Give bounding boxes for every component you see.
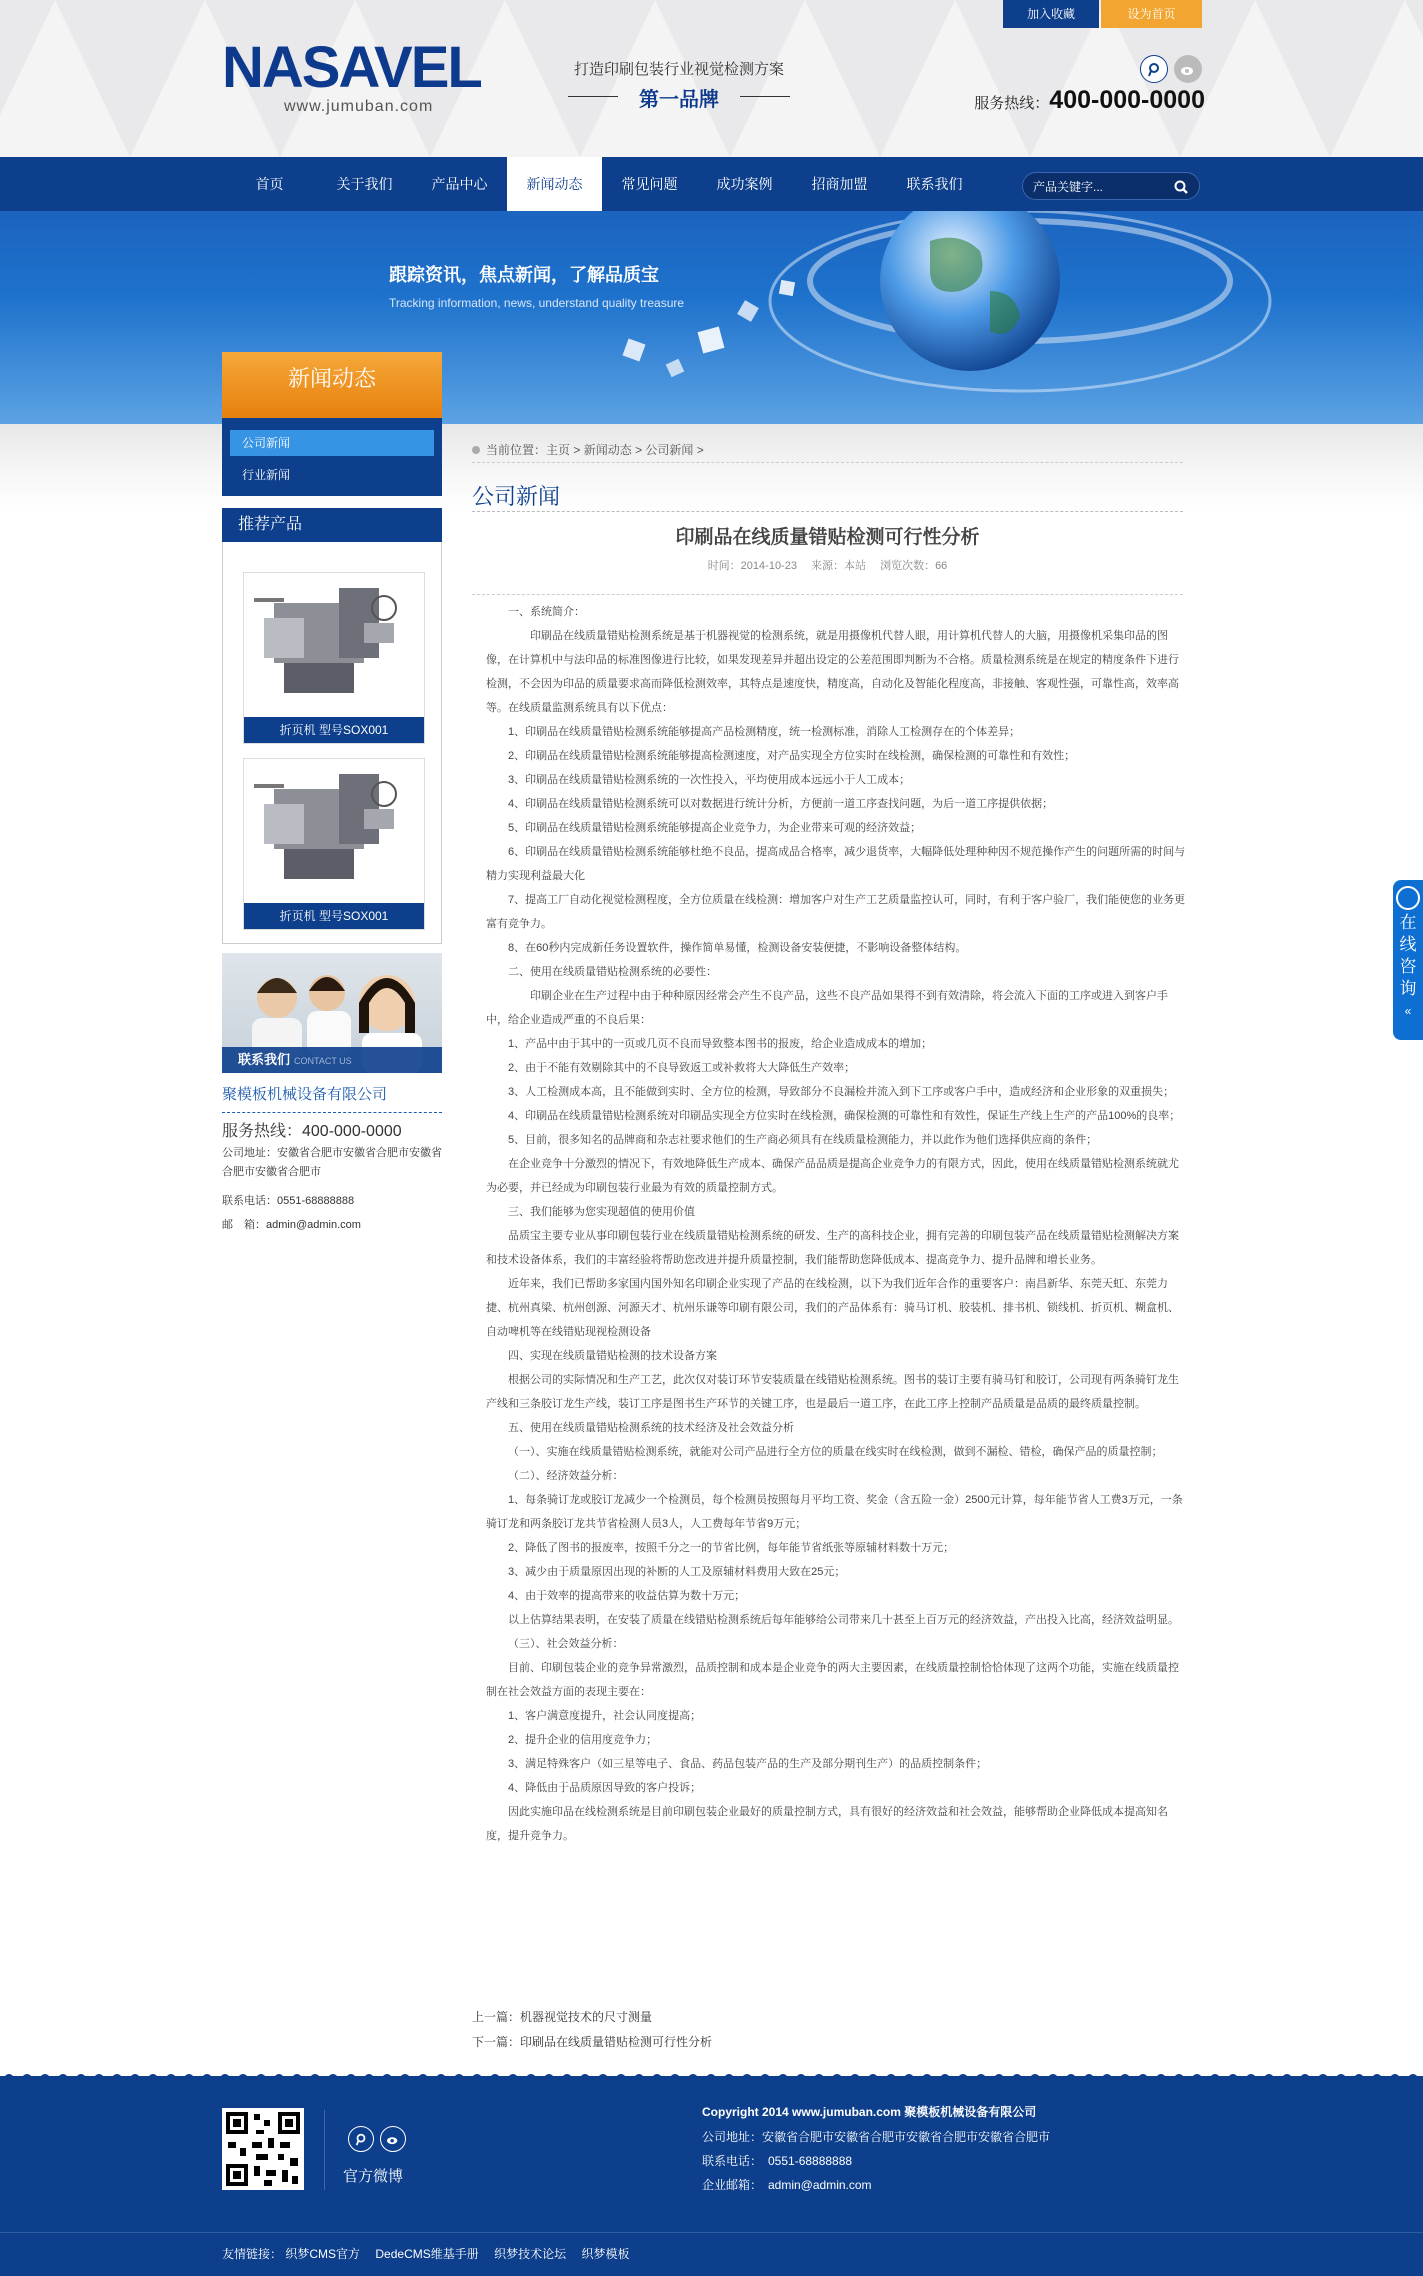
contact-title: 联系我们	[238, 1052, 291, 1067]
sidebar-item-industry-news[interactable]: 行业新闻	[242, 468, 291, 482]
article-paragraph: 3、满足特殊客户（如三星等电子、食品、药品包装产品的生产及部分期刊生产）的品质控制条件；	[508, 1758, 988, 1770]
qr-code	[222, 2108, 304, 2190]
tencent-weibo-icon[interactable]	[1140, 55, 1168, 83]
article-paragraph: 近年来，我们已帮助多家国内国外知名印刷企业实现了产品的在线检测，以下为我们近年合作的重要客户：南昌新华、东莞天虹、东莞力捷、杭州真梁、杭州创源、河源天才、杭州乐谦等印刷有限公司，我们的产品体系有：骑马订机、胶装机、排书机、锁线机、折页机、糊盒机、自动啤机等在线错贴现视检测设备	[486, 1278, 1179, 1338]
nav-item-franchise[interactable]: 招商加盟	[811, 176, 868, 192]
folding-machine-image	[244, 759, 424, 899]
nav-item-cases[interactable]: 成功案例	[716, 176, 773, 192]
article-paragraph: 4、降低由于品质原因导致的客户投诉；	[508, 1782, 702, 1794]
breadcrumb-dot-icon	[472, 446, 480, 454]
add-favorite-button[interactable]: 加入收藏	[1003, 0, 1099, 28]
article-paragraph: 4、由于效率的提高带来的收益估算为数十万元；	[508, 1590, 746, 1602]
nav-item-news[interactable]: 新闻动态	[507, 157, 602, 211]
article-paragraph: 五、使用在线质量错贴检测系统的技术经济及社会效益分析	[508, 1422, 794, 1434]
online-consult-button[interactable]	[1393, 880, 1423, 1040]
article-paragraph: 3、人工检测成本高，且不能做到实时、全方位的检测，导致部分不良漏检并流入到下工序或客户手中，造成经济和企业形象的双重损失；	[508, 1086, 1175, 1098]
article-paragraph: 5、目前，很多知名的品牌商和杂志社要求他们的生产商必须具有在线质量检测能力，并以此作为他们选择供应商的条件；	[508, 1134, 1098, 1146]
set-homepage-button[interactable]: 设为首页	[1101, 0, 1202, 28]
tencent-weibo-icon[interactable]	[348, 2126, 374, 2152]
article-paragraph: 因此实施印品在线检测系统是目前印刷包装企业最好的质量控制方式，具有很好的经济效益和社会效益，能够帮助企业降低成本提高知名度，提升竞争力。	[486, 1806, 1168, 1842]
divider	[472, 594, 1183, 595]
article-paragraph: 四、实现在线质量错贴检测的技术设备方案	[508, 1350, 717, 1362]
article-paragraph: （三）、社会效益分析：	[508, 1638, 624, 1650]
article-paragraph: 2、由于不能有效剔除其中的不良导致返工或补救将大大降低生产效率；	[508, 1062, 856, 1074]
banner-globe-illustration	[0, 211, 1423, 424]
sina-weibo-icon[interactable]	[380, 2126, 406, 2152]
sidebar-subnav	[222, 424, 442, 496]
article-paragraph: 2、提升企业的信用度竞争力；	[508, 1734, 658, 1746]
friend-links-label: 友情链接：	[222, 2247, 283, 2261]
article-body	[486, 600, 1186, 1848]
company-name: 聚模板机械设备有限公司	[222, 1083, 442, 1113]
banner-title: 跟踪资讯，焦点新闻，了解品质宝	[389, 265, 659, 285]
article-paragraph: 二、使用在线质量错贴检测系统的必要性：	[508, 966, 717, 978]
header-hotline	[955, 86, 1205, 115]
article-paragraph: 5、印刷品在线质量错贴检测系统能够提高企业竞争力，为企业带来可观的经济效益；	[508, 822, 922, 834]
breadcrumb-link-news[interactable]: 新闻动态	[583, 443, 632, 457]
friend-link[interactable]: 织梦CMS官方	[285, 2247, 361, 2261]
article-paragraph: 8、在60秒内完成新任务设置软件，操作简单易懂，检测设备安装便捷，不影响设备整体结构。	[508, 942, 967, 954]
logo-url: www.jumuban.com	[284, 98, 434, 115]
hotline-label: 服务热线：	[974, 95, 1050, 112]
breadcrumb-link-company-news[interactable]: 公司新闻	[645, 443, 694, 457]
contact-us-image[interactable]	[222, 953, 442, 1073]
divider	[472, 511, 1183, 512]
article-paragraph: 2、降低了图书的报废率，按照千分之一的节省比例，每年能节省纸张等原辅材料数十万元；	[508, 1542, 955, 1554]
article-paragraph: 以上估算结果表明，在安装了质量在线错贴检测系统后每年能够给公司带来几十甚至上百万元的经济效益，产出投入比高，经济效益明显。	[508, 1614, 1179, 1626]
article-paragraph: 品质宝主要专业从事印刷包装行业在线质量错贴检测系统的研发、生产的高科技企业，拥有完善的印刷包装产品在线质量错贴检测解决方案和技术设备体系，我们的丰富经验将帮助您改进并提升质量控制，我们能帮助您降低成本、提高竞争力、提升品牌和增长业务。	[486, 1230, 1179, 1266]
header-bg-shape	[1330, 0, 1423, 157]
article-paragraph: 6、印刷品在线质量错贴检测系统能够杜绝不良品，提高成品合格率，减少退货率，大幅降低处理种种因不规范操作产生的问题所需的时间与精力实现利益最大化	[486, 846, 1186, 882]
article-paragraph: 1、客户满意度提升，社会认同度提高；	[508, 1710, 702, 1722]
search-box	[1022, 172, 1200, 200]
contact-us-label	[222, 1047, 442, 1073]
hotline-number: 400-000-0000	[1049, 86, 1205, 114]
article-paragraph: 7、提高工厂自动化视觉检测程度，全方位质量在线检测：增加客户对生产工艺质量监控认可，同时，有利于客户验厂，我们能使您的业务更富有竞争力。	[486, 894, 1186, 930]
section-title: 公司新闻	[472, 484, 561, 509]
sidebar-news-title: 新闻动态	[222, 352, 442, 424]
footer-email: 企业邮箱： admin@admin.com	[702, 2178, 872, 2192]
search-icon[interactable]	[1173, 179, 1189, 195]
nav-item-contact[interactable]: 联系我们	[906, 176, 963, 192]
article-paragraph: 根据公司的实际情况和生产工艺，此次仅对装订环节安装质量在线错贴检测系统。图书的装订主要有骑马钉和胶订，公司现有两条骑钉龙生产线和三条胶订龙生产线，装订工序是图书生产环节的关键工序，也是最后一道工序，在此工序上控制产品质量是品质的最终质量控制。	[486, 1374, 1179, 1410]
slogan-line2: 第一品牌	[564, 83, 794, 112]
article-paragraph: 4、印刷品在线质量错贴检测系统对印刷品实现全方位实时在线检测，确保检测的可靠性和有效性，保证生产线上生产的产品100%的良率；	[508, 1110, 1181, 1122]
article-paragraph: 目前、印刷包装企业的竞争异常激烈，品质控制和成本是企业竞争的两大主要因素，在线质量控制恰恰体现了这两个功能，实施在线质量控制在社会效益方面的表现主要在：	[486, 1662, 1179, 1698]
folding-machine-image	[244, 573, 424, 713]
online-consult-label: 在 线 咨 询	[1399, 913, 1417, 998]
friend-link[interactable]: 织梦模板	[581, 2247, 630, 2261]
official-weibo-label: 官方微博	[343, 2168, 404, 2185]
sidebar-products-title: 推荐产品	[222, 508, 442, 542]
sidebar-products-box	[222, 542, 442, 944]
footer-phone: 联系电话： 0551-68888888	[702, 2154, 853, 2168]
chat-bubble-icon	[1396, 886, 1420, 910]
article-paragraph: （二）、经济效益分析：	[508, 1470, 624, 1482]
divider	[324, 2110, 325, 2190]
article-paragraph: 在企业竞争十分激烈的情况下，有效地降低生产成本、确保产品品质是提高企业竞争力的有限方式，因此，使用在线质量错贴检测系统就尤为必要，并已经成为印刷包装行业最为有效的质量控制方式。	[486, 1158, 1179, 1194]
breadcrumb-prefix: 当前位置：	[486, 443, 547, 457]
article-paragraph: 一、系统简介：	[508, 606, 585, 618]
sidebar-address: 公司地址：安徽省合肥市安徽省合肥市安徽省合肥市安徽省合肥市	[222, 1147, 442, 1178]
friend-links	[222, 2245, 641, 2262]
prev-article-link[interactable]: 上一篇：机器视觉技术的尺寸测量	[472, 2010, 653, 2024]
product-card[interactable]	[243, 572, 425, 744]
sina-weibo-icon[interactable]	[1174, 55, 1202, 83]
logo[interactable]	[222, 35, 522, 118]
sidebar-hotline: 服务热线：400-000-0000	[222, 1123, 402, 1140]
product-name: 折页机 型号SOX001	[244, 717, 424, 743]
article-meta: 时间：2014-10-23 来源：本站 浏览次数：66	[707, 560, 948, 572]
article-paragraph: 印刷企业在生产过程中由于种种原因经常会产生不良产品，这些不良产品如果得不到有效清除，将会流入下面的工序或进入到客户手中，给企业造成严重的不良后果：	[486, 990, 1168, 1026]
article-paragraph: 三、我们能够为您实现超值的使用价值	[508, 1206, 695, 1218]
banner-subtitle: Tracking information, news, understand quality treasure	[389, 296, 685, 310]
product-card[interactable]	[243, 758, 425, 930]
search-input[interactable]	[1033, 178, 1163, 196]
page-banner	[0, 211, 1423, 424]
divider	[472, 462, 1183, 463]
sidebar-phone: 联系电话：0551-68888888	[222, 1195, 355, 1207]
slogan-line1: 打造印刷包装行业视觉检测方案	[573, 61, 784, 78]
nav-item-faq[interactable]: 常见问题	[621, 176, 678, 192]
article-paragraph: 1、产品中由于其中的一页或几页不良而导致整本图书的报废，给企业造成成本的增加；	[508, 1038, 933, 1050]
nav-item-about[interactable]: 关于我们	[336, 176, 393, 192]
friend-link[interactable]: DedeCMS维基手册	[375, 2247, 479, 2261]
collapse-chevron-icon[interactable]: «	[1404, 1004, 1412, 1018]
article-title: 印刷品在线质量错贴检测可行性分析	[675, 527, 980, 548]
article-paragraph: 4、印刷品在线质量错贴检测系统可以对数据进行统计分析，方便前一道工序查找问题，为后一道工序提供依据；	[508, 798, 1054, 810]
product-name: 折页机 型号SOX001	[244, 903, 424, 929]
header-bg-shape	[0, 0, 130, 157]
next-article-link[interactable]: 下一篇：印刷品在线质量错贴检测可行性分析	[472, 2035, 713, 2049]
article-paragraph: 印刷品在线质量错贴检测系统是基于机器视觉的检测系统，就是用摄像机代替人眼，用计算机代替人的大脑，用摄像机采集印品的图像，在计算机中与法印品的标准图像进行比较，如果发现差异并超出设定的公差范围即判断为不合格。质量检测系统是在规定的精度条件下进行检测，不会因为印品的质量要求高而降低检测效率，其特点是速度快，精度高，自动化及智能化程度高，非接触、客观性强，可靠性高，效率高等。在线质量监测系统具有以下优点：	[486, 630, 1179, 714]
article-paragraph: 1、印刷品在线质量错贴检测系统能够提高产品检测精度，统一检测标准，消除人工检测存在的个体差异；	[508, 726, 1021, 738]
nav-item-home[interactable]: 首页	[255, 176, 284, 192]
article-paragraph: 2、印刷品在线质量错贴检测系统能够提高检测速度，对产品实现全方位实时在线检测，确保检测的可靠性和有效性；	[508, 750, 1076, 762]
article-paragraph: （一）、实施在线质量错贴检测系统，就能对公司产品进行全方位的质量在线实时在线检测，做到不漏检、错检，确保产品的质量控制；	[508, 1446, 1163, 1458]
article-paragraph: 3、印刷品在线质量错贴检测系统的一次性投入，平均使用成本远远小于人工成本；	[508, 774, 911, 786]
contact-title-en: CONTACT US	[294, 1056, 352, 1066]
nav-item-products[interactable]: 产品中心	[431, 176, 488, 192]
sidebar-email: 邮 箱：admin@admin.com	[222, 1219, 361, 1231]
logo-text: NASAVEL	[222, 35, 481, 100]
article-paragraph: 1、每条骑订龙或胶订龙减少一个检测员，每个检测员按照每月平均工资、奖金（含五险一金）2500元计算，每年能节省人工费3万元，一条骑订龙和两条胶订龙共节省检测人员3人，人工费每年节省9万元；	[486, 1494, 1183, 1530]
friend-link[interactable]: 织梦技术论坛	[494, 2247, 567, 2261]
main-nav	[0, 157, 1423, 211]
header-bg-shape	[1180, 0, 1330, 157]
breadcrumb-link-home[interactable]: 主页	[546, 443, 571, 457]
header-slogan	[564, 58, 794, 112]
footer-copyright: Copyright 2014 www.jumuban.com 聚模板机械设备有限公司	[702, 2105, 1037, 2119]
breadcrumb: 当前位置：主页 > 新闻动态 > 公司新闻 >	[472, 441, 704, 458]
sidebar-item-company-news[interactable]: 公司新闻	[230, 430, 434, 456]
qr-code-icon	[222, 2108, 304, 2190]
footer-address: 公司地址：安徽省合肥市安徽省合肥市安徽省合肥市安徽省合肥市	[702, 2130, 1051, 2144]
footer-bottom-bar	[0, 2232, 1423, 2276]
article-paragraph: 3、减少由于质量原因出现的补断的人工及原辅材料费用大致在25元；	[508, 1566, 846, 1578]
